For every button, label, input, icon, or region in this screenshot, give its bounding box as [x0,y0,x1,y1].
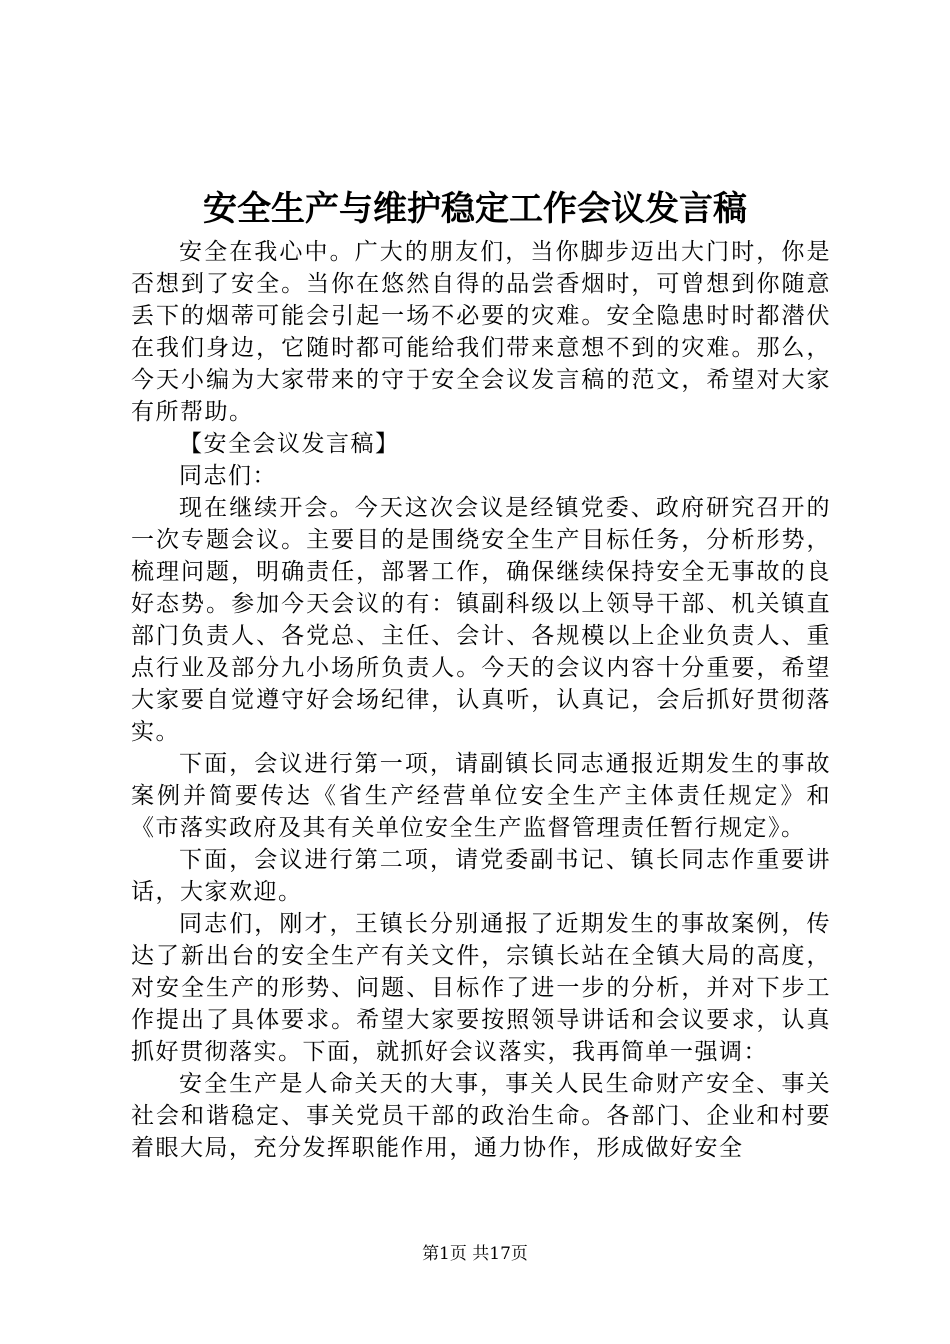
paragraph-agenda-item-one: 下面，会议进行第一项，请副镇长同志通报近期发生的事故案例并简要传达《省生产经营单位安全生产主体责任规定》和《市落实政府及其有关单位安全生产监督管理责任暂行规定》。 [131,751,831,841]
paragraph-agenda-item-two: 下面，会议进行第二项，请党委副书记、镇长同志作重要讲话，大家欢迎。 [131,847,831,905]
document-body [131,236,831,1164]
paragraph-intro: 安全在我心中。广大的朋友们，当你脚步迈出大门时，你是否想到了安全。当你在悠然自得的品尝香烟时，可曾想到你随意丢下的烟蒂可能会引起一场不必要的灾难。安全隐患时时都潜伏在我们身边，它随时都可能给我们带来意想不到的灾难。那么，今天小编为大家带来的守于安全会议发言稿的范文，希望对大家有所帮助。 [131,239,831,425]
document-title: 安全生产与维护稳定工作会议发言稿 [203,189,747,229]
paragraph-meeting-opening: 现在继续开会。今天这次会议是经镇党委、政府研究召开的一次专题会议。主要目的是围绕安全生产目标任务，分析形势，梳理问题，明确责任，部署工作，确保继续保持安全无事故的良好态势。参加今天会议的有：镇副科级以上领导干部、机关镇直部门负责人、各党总、主任、会计、各规模以上企业负责人、重点行业及部分九小场所负责人。今天的会议内容十分重要，希望大家要自觉遵守好会场纪律，认真听，认真记，会后抓好贯彻落实。 [131,495,831,745]
paragraph-salutation: 同志们： [179,463,277,489]
paragraph-safety-emphasis: 安全生产是人命关天的大事，事关人民生命财产安全、事关社会和谐稳定、事关党员干部的政治生命。各部门、企业和村要着眼大局，充分发挥职能作用，通力协作，形成做好安全 [131,1071,831,1161]
paragraph-summary: 同志们，刚才，王镇长分别通报了近期发生的事故案例，传达了新出台的安全生产有关文件，宗镇长站在全镇大局的高度，对安全生产的形势、问题、目标作了进一步的分析，并对下步工作提出了具体要求。希望大家要按照领导讲话和会议要求，认真抓好贯彻落实。下面，就抓好会议落实，我再简单一强调： [131,911,831,1065]
page-footer: 第1页 共17页 [422,1244,528,1264]
paragraph-heading: 【安全会议发言稿】 [179,431,400,457]
